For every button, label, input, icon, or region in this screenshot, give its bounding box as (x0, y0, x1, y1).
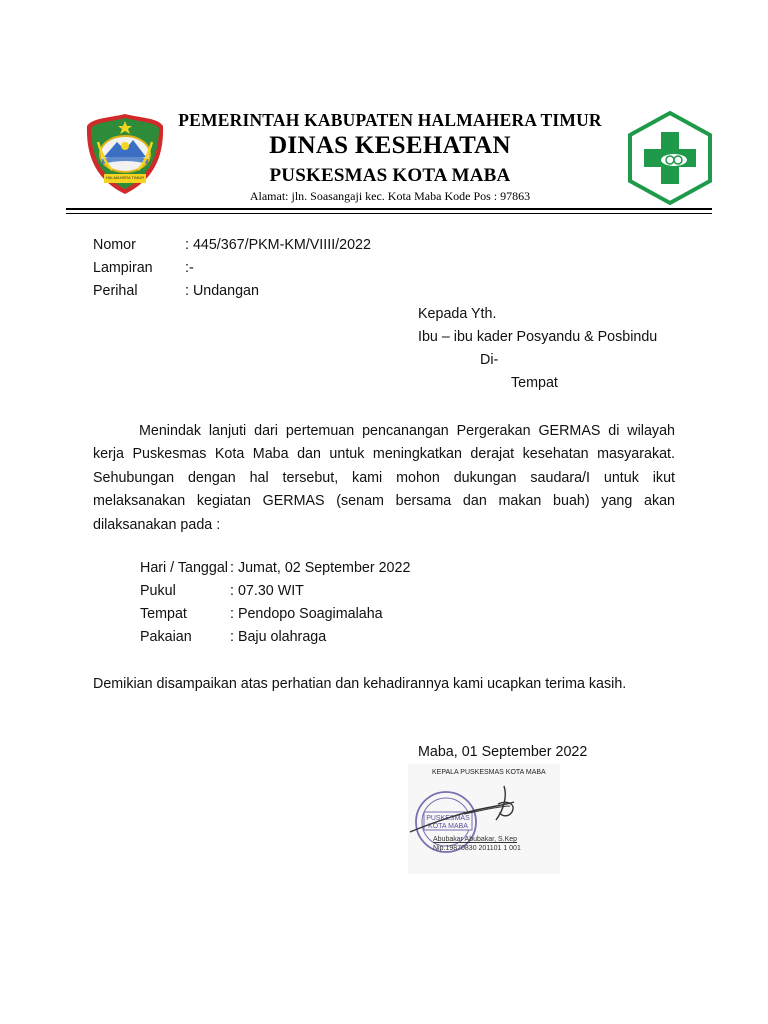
header-rule-thin (66, 213, 712, 214)
crest-ribbon-text: HALMAHERA TIMUR (105, 175, 145, 180)
event-value-date: : Jumat, 02 September 2022 (230, 560, 411, 576)
meta-label-lampiran: Lampiran (93, 260, 153, 276)
recipient-place: Tempat (511, 375, 558, 391)
event-value-place: : Pendopo Soagimalaha (230, 606, 383, 622)
signer-name: Abubakar Abubakar, S.Kep (433, 836, 518, 843)
event-label-date: Hari / Tanggal (140, 560, 228, 576)
green-cross-hexagon-icon (626, 110, 714, 206)
meta-label-perihal: Perihal (93, 283, 138, 299)
body-paragraph: Menindak lanjuti dari pertemuan pencanangan Pergerakan GERMAS di wilayah kerja Puskesmas Kota Maba dan untuk meningkatkan derajat kesehatan masyarakat. Sehubungan dengan hal tersebut, kami mohon dukungan saudara/I untuk ikut melaksanakan kegiatan GERMAS (senam bersama dan makan buah) yang akan dilaksanakan pada : (93, 423, 675, 533)
signer-position: KEPALA PUSKESMAS KOTA MABA (432, 769, 546, 776)
meta-value-lampiran: :- (185, 260, 194, 276)
event-value-attire: : Baju olahraga (230, 629, 327, 645)
event-label-time: Pukul (140, 583, 176, 599)
event-label-place: Tempat (140, 606, 187, 622)
meta-value-perihal: : Undangan (185, 283, 259, 299)
event-label-attire: Pakaian (140, 629, 192, 645)
official-stamp-icon (404, 764, 572, 876)
svg-text:PUSKESMAS: PUSKESMAS (426, 815, 470, 822)
header-rule-thick (66, 208, 712, 210)
recipient-name: Ibu – ibu kader Posyandu & Posbindu (418, 329, 658, 345)
address-line: Alamat: jln. Soasangaji kec. Kota Maba Kode Pos : 97863 (249, 189, 531, 203)
meta-value-nomor: : 445/367/PKM-KM/VIIII/2022 (185, 237, 371, 253)
place-date: Maba, 01 September 2022 (418, 744, 588, 760)
meta-label-nomor: Nomor (93, 237, 136, 253)
closing-sentence: Demikian disampaikan atas perhatian dan kehadirannya kami ucapkan terima kasih. (93, 676, 627, 692)
government-title: PEMERINTAH KABUPATEN HALMAHERA TIMUR (178, 110, 602, 130)
recipient-di: Di- (480, 352, 499, 368)
svg-text:KOTA MABA: KOTA MABA (428, 823, 468, 830)
agency-title: DINAS KESEHATAN (269, 132, 511, 159)
recipient-greeting: Kepada Yth. (418, 306, 497, 322)
event-value-time: : 07.30 WIT (230, 583, 304, 599)
signer-nip: Nip.19870830 201101 1 001 (433, 845, 521, 852)
unit-title: PUSKESMAS KOTA MABA (269, 165, 511, 186)
